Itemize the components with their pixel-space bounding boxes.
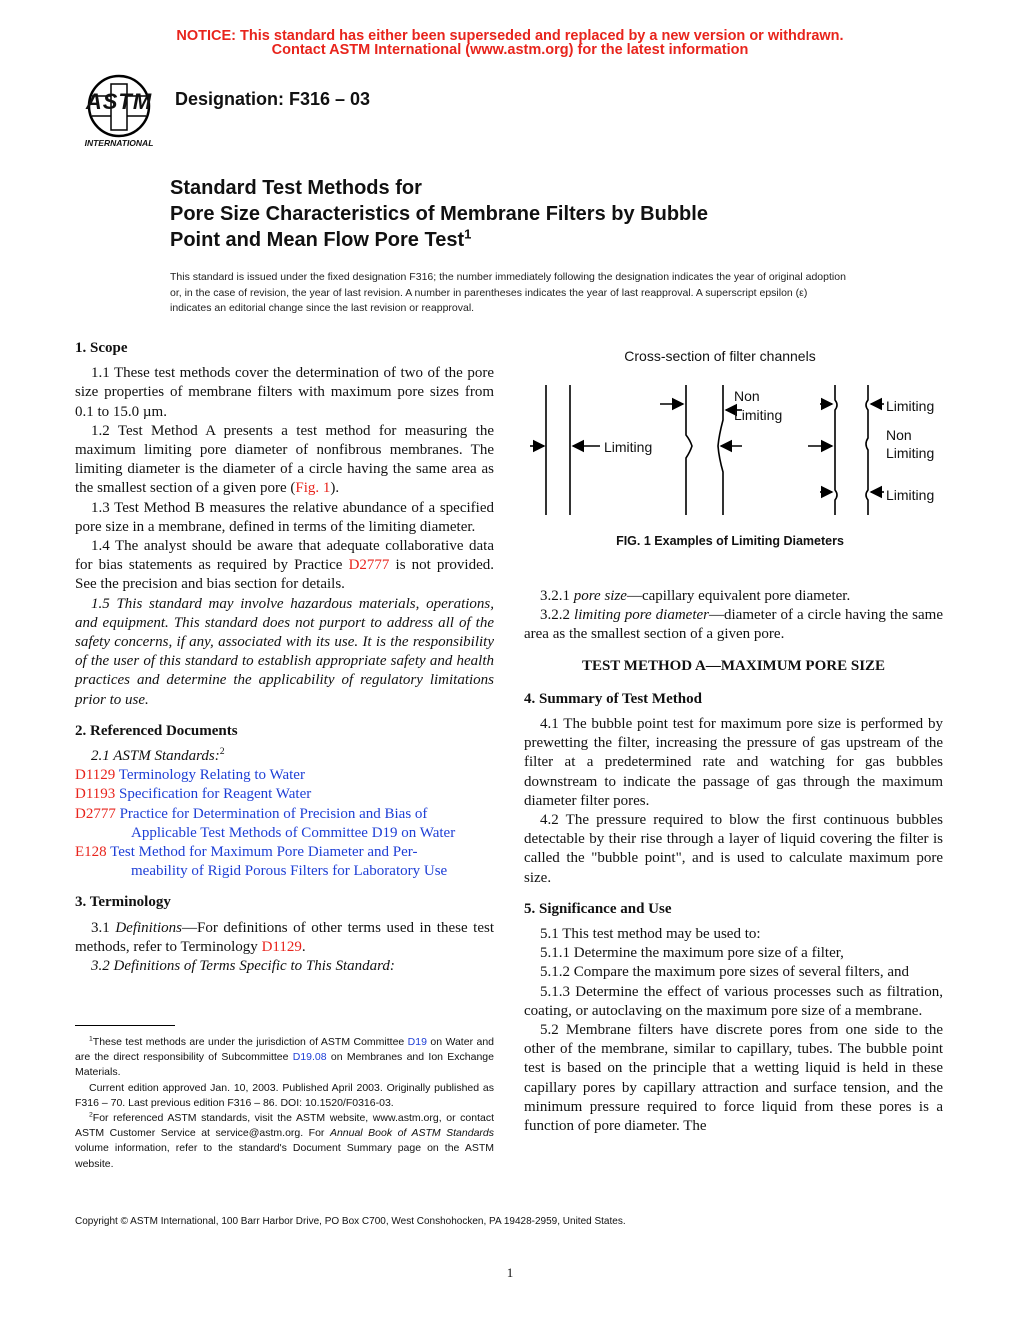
section-1-4: 1.4 The analyst should be aware that adequate collaborative data for bias statements as required by Practice D2777 is not provided. See the precision and bias section for details. xyxy=(75,538,494,593)
section-1-3: 1.3 Test Method B measures the relative abundance of a specified pore size in a membrane, defined in terms of the limiting diameter. xyxy=(75,499,494,535)
section-5-1-2: 5.1.2 Compare the maximum pore sizes of several filters, and xyxy=(540,964,910,981)
significance-heading: 5. Significance and Use xyxy=(524,900,672,917)
terminology-heading: 3. Terminology xyxy=(75,894,171,911)
page-number: 1 xyxy=(506,1265,514,1280)
reference-code[interactable]: D1129 xyxy=(75,767,116,784)
figure-1-diagram xyxy=(530,380,950,525)
title-line2: Pore Size Characteristics of Membrane Filters by Bubble xyxy=(170,203,708,225)
reference-title[interactable]: Terminology Relating to Water xyxy=(118,767,305,784)
section-1-5: 1.5 This standard may involve hazardous materials, operations, and equipment. This standard does not purport to address all of the safety concerns, if any, associated with its use. It is the responsibility of the user of this standard to establish appropriate safety and health practices and determine the applicability of regulatory limitations prior to use. xyxy=(75,595,494,708)
section-5-2: 5.2 Membrane filters have discrete pores from one side to the other of the membrane, similar to capillary, tubes. The bubble point test is based on the principle that a wetting liquid is held in these capillary pores by capillary attraction and surface tension, and the minimum pressure required to force liquid from these pores is a function of pore diameter. The xyxy=(524,1022,943,1135)
section-4-2: 4.2 The pressure required to blow the first continuous bubbles detectable by their rise through a layer of liquid covering the filter is called the "bubble point", and is used to calculate maximum pore size. xyxy=(524,812,943,886)
logo-subtext: INTERNATIONAL xyxy=(84,138,154,148)
document-title xyxy=(170,175,708,253)
referenced-documents-heading: 2. Referenced Documents xyxy=(75,722,238,739)
label-non-1: Non xyxy=(734,388,760,404)
d19-link[interactable]: D19 xyxy=(407,1036,427,1048)
section-1-1: 1.1 These test methods cover the determination of two of the pore size properties of membrane filters with maximum pore sizes from 0.1 to 15.0 µm. xyxy=(75,365,494,420)
label-limiting-5: Limiting xyxy=(886,487,935,503)
section-4-1: 4.1 The bubble point test for maximum pore size is performed by prewetting the filter, increasing the pressure of gas upstream of the filter at a predetermined rate and watching for gas bubbles downstream to indicate the passage of gas through the maximum diameter filter pores. xyxy=(524,716,943,809)
d2777-link[interactable]: D2777 xyxy=(348,557,390,574)
reference-code[interactable]: E128 xyxy=(75,844,107,861)
reference-item[interactable] xyxy=(75,805,494,824)
reference-item[interactable] xyxy=(75,785,494,804)
issued-note: This standard is issued under the fixed designation F316; the number immediately following the designation indicates the year of original adoption or, in the case of revision, the year of last revision. A number in parentheses indicates the year of last reapproval. A superscript epsilon (ε) indicates an editorial change since the last revision or reapproval. xyxy=(170,271,846,314)
label-limiting-1: Limiting xyxy=(604,439,653,455)
footnote-1: $^1$These test methods are under the jurisdiction of ASTM Committee D19 on Water and are the direct responsibility of Subcommittee D19.08 on Membranes and Ion Exchange Materials. xyxy=(75,1035,494,1079)
reference-item[interactable] xyxy=(75,766,494,785)
section-5-1: 5.1 This test method may be used to: xyxy=(540,926,761,943)
label-non-2: Non xyxy=(886,427,912,443)
reference-title-continued[interactable]: Applicable Test Methods of Committee D19 on Water xyxy=(131,824,456,841)
astm-standards-intro: 2.1 ASTM Standards:$^2$ xyxy=(91,746,225,765)
channel-2-left-wall xyxy=(686,385,692,515)
definition-3-2-2: 3.2.2 limiting pore diameter—diameter of a circle having the same area as the smallest section of a given pore. xyxy=(524,607,944,643)
footnote-2: $^2$For referenced ASTM standards, visit the ASTM website, www.astm.org, or contact ASTM Customer Service at service@astm.org. For Annual Book of ASTM Standards volume information, refer to the standard's Document Summary page on the ASTM website. xyxy=(75,1111,494,1170)
footnote-2-ref[interactable]: 2 xyxy=(219,746,225,758)
section-3-1: 3.1 Definitions—For definitions of other terms used in these test methods, refer to Terminology D1129. xyxy=(75,919,495,955)
footnote-divider xyxy=(75,1025,175,1026)
channel-3-left-wall xyxy=(835,385,837,515)
reference-title-continued[interactable]: meability of Rigid Porous Filters for Laboratory Use xyxy=(131,863,448,880)
reference-code[interactable]: D2777 xyxy=(75,805,116,822)
summary-heading: 4. Summary of Test Method xyxy=(524,690,702,707)
definition-3-2-1: 3.2.1 pore size—capillary equivalent pore diameter. xyxy=(540,588,851,604)
label-limiting-3: Limiting xyxy=(886,398,935,414)
channel-3-right-wall xyxy=(866,385,868,515)
section-1-2: 1.2 Test Method A presents a test method for measuring the maximum limiting pore diameter of nonfibrous membranes. The limiting diameter is the diameter of a circle having the same area as the smallest section of a given pore (Fig. 1). xyxy=(75,422,494,497)
left-column xyxy=(75,339,494,976)
figure-caption: FIG. 1 Examples of Limiting Diameters xyxy=(616,534,844,548)
d1129-link[interactable]: D1129 xyxy=(261,938,302,955)
logo-text: ASTM xyxy=(85,89,153,114)
reference-code[interactable]: D1193 xyxy=(75,786,116,803)
footnotes xyxy=(75,1035,494,1172)
title-line3: Point and Mean Flow Pore Test$^1$ xyxy=(170,226,472,251)
d19-08-link[interactable]: D19.08 xyxy=(292,1051,327,1064)
title-line1: Standard Test Methods for xyxy=(170,177,422,199)
reference-title[interactable]: Practice for Determination of Precision and Bias of xyxy=(119,805,428,822)
section-3-2: 3.2 Definitions of Terms Specific to This Standard: xyxy=(91,958,395,975)
fig-1-link[interactable]: Fig. 1 xyxy=(295,480,331,497)
label-limiting-2: Limiting xyxy=(734,407,783,423)
scope-heading: 1. Scope xyxy=(75,340,128,356)
reference-title[interactable]: Specification for Reagent Water xyxy=(119,786,312,803)
designation: Designation: F316 – 03 xyxy=(175,89,371,109)
reference-list xyxy=(75,766,494,881)
title-footnote-ref[interactable]: 1 xyxy=(464,226,472,242)
copyright: Copyright © ASTM International, 100 Barr Harbor Drive, PO Box C700, West Conshohocken, PA 19428-2959, United States. xyxy=(75,1216,626,1227)
section-5-1-3: 5.1.3 Determine the effect of various processes such as filtration, coating, or autoclaving on the maximum pore size of a membrane. xyxy=(524,983,943,1019)
method-a-heading: TEST METHOD A—MAXIMUM PORE SIZE xyxy=(581,657,886,674)
withdrawn-notice-line2: Contact ASTM International (www.astm.org) for the latest information xyxy=(271,42,749,58)
section-5-1-1: 5.1.1 Determine the maximum pore size of a filter, xyxy=(540,945,844,962)
astm-logo xyxy=(78,72,160,152)
label-limiting-4: Limiting xyxy=(886,445,935,461)
reference-title[interactable]: Test Method for Maximum Pore Diameter and Per- xyxy=(110,844,418,861)
footnote-1-edition: Current edition approved Jan. 10, 2003. Published April 2003. Originally published as F316 – 70. Last previous edition F316 – 86. DOI: 10.1520/F0316-03. xyxy=(75,1081,494,1109)
withdrawn-notice-line1: NOTICE: This standard has either been superseded and replaced by a new version or withdrawn. xyxy=(176,28,844,44)
channel-2-right-wall xyxy=(718,385,723,515)
right-column xyxy=(524,587,943,1136)
figure-title: Cross-section of filter channels xyxy=(624,348,816,364)
reference-item[interactable] xyxy=(75,843,494,862)
